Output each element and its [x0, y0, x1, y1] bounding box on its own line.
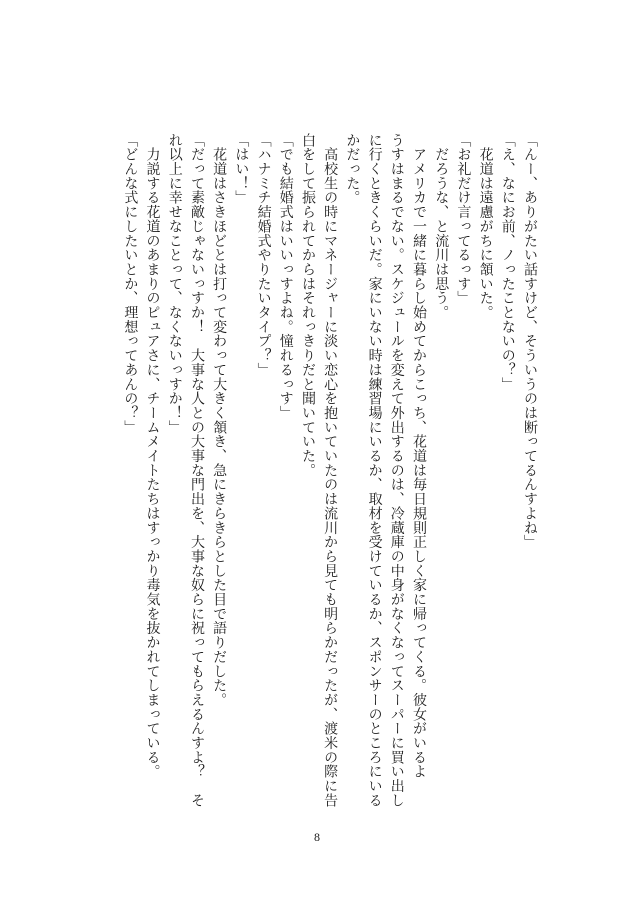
text-line: 力説する花道のあまりのピュアさに、チームメイトたちはすっかり毒気を抜かれてしまっている。 [144, 133, 161, 779]
body-text [119, 133, 541, 808]
text-line: アメリカで一緒に暮らし始めてからこっち、花道は毎日規則正しく家に帰ってくる。彼女がいるよ [410, 133, 427, 779]
text-line: 「だって素敵じゃないっすか！ 大事な人との大事な門出を、大事な奴らに祝ってもらえるんすよ？ そ [188, 133, 205, 808]
text-line: れ以上に幸せなことって、なくないっすか！」 [166, 133, 183, 435]
text-line: 花道は遠慮がちに頷いた。 [477, 133, 494, 320]
text-line: 「ハナミチ結婚式やりたいタイプ？」 [255, 133, 272, 377]
text-line: 「え、なにお前、ノったことないの？」 [499, 133, 516, 392]
text-line: 「どんな式にしたいとか、理想ってあんの？」 [122, 133, 139, 435]
text-line: かだった。 [344, 133, 361, 205]
text-line: だろうな、と流川は思う。 [433, 133, 450, 320]
text-line: 高校生の時にマネージャーに淡い恋心を抱いていたのは流川から見ても明らかだったが、渡米の際に告 [322, 133, 339, 808]
text-line: 「はい！」 [233, 133, 250, 205]
page-number: 8 [314, 830, 320, 844]
text-line: に行くときくらいだ。家にいない時は練習場にいるか、取材を受けているか、スポンサーのところにいる [366, 133, 383, 808]
text-line: 「んー、ありがたい話すけど、そういうのは断ってるんすよね」 [522, 133, 538, 550]
text-line: 白をして振られてからはそれっきりだと聞いていた。 [299, 133, 316, 478]
text-line: 「お礼だけ言ってるっす」 [455, 133, 472, 306]
text-line: 「でも結婚式はいいっすよね。憧れるっす」 [277, 133, 294, 420]
text-line: うすはまるでない。スケジュールを変えて外出するのは、冷蔵庫の中身がなくなってスーパーに買い出し [388, 133, 405, 808]
text-line: 花道はさきほどとは打って変わって大きく頷き、急にきらきらとした目で語りだした。 [211, 133, 228, 707]
